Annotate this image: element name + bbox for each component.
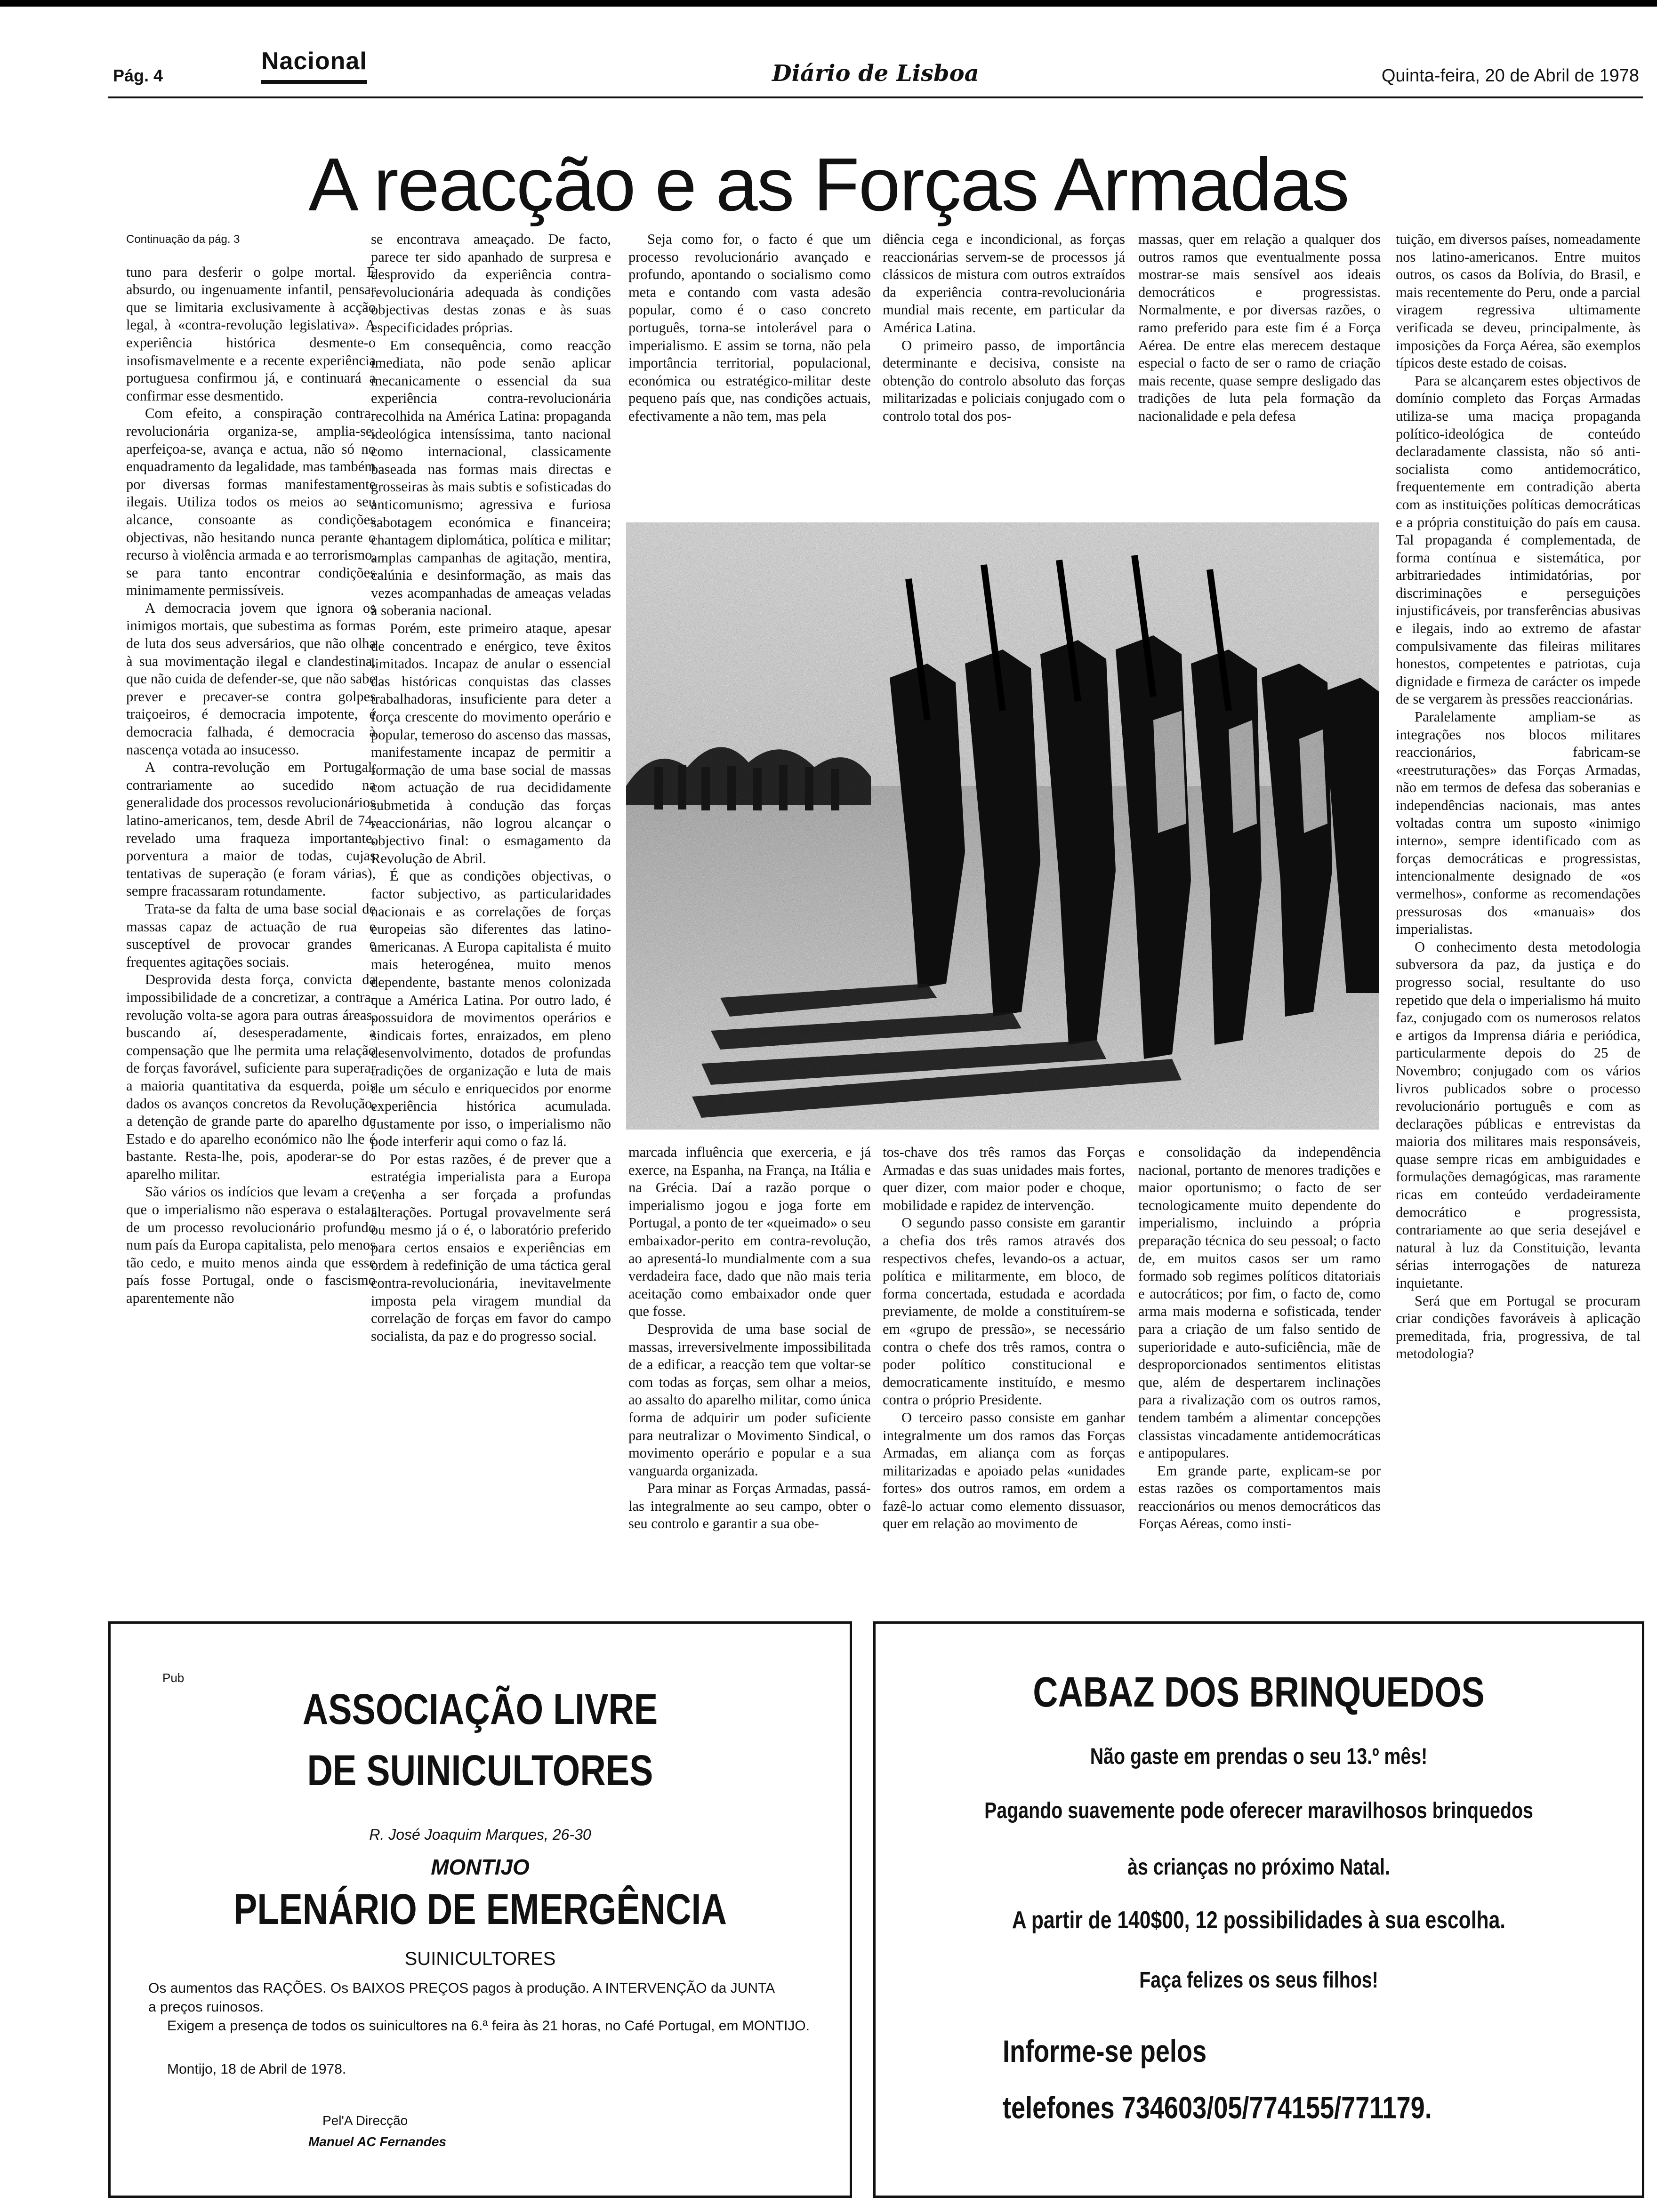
article-column-6 bbox=[1396, 231, 1641, 1610]
paragraph: O segundo passo consiste em garantir a chefia dos três ramos através dos respectivos chefes, levando-os a actuar, política e militarmente, em bloco, de forma concertada, estudada e acordada previamente, de molde a constituírem-se em «grupo de pressão», se necessário contra o chefe dos três ramos, contra o poder político constitucional e democraticamente instituído, e mesmo contra o próprio Presidente. bbox=[883, 1215, 1125, 1408]
ad-town: MONTIJO bbox=[431, 1855, 530, 1879]
paragraph: O conhecimento desta metodologia subversora da paz, da justiça e do progresso social, resultante do uso repetido que dela o imperialismo há muito faz, conjugado com os numerosos relatos e artigos da Imprensa diária e periódica, particularmente depois do 25 de Novembro; conjugado com os vários livros publicados sobre o processo revolucionário português e com as declarações públicas e entrevistas da maioria dos militares mais responsáveis, quase sempre ricas em ambiguidades e formulações demagógicas, mas raramente ricas em conteúdo verdadeiramente democrático e progressista, contrariamente ao que seria desejável e natural à luz da Constituição, levanta sérias interrogações de natureza inquietante. bbox=[1396, 938, 1641, 1291]
ad-title-line-1: ASSOCIAÇÃO LIVRE bbox=[302, 1685, 658, 1733]
paragraph: tuno para desferir o golpe mortal. É absurdo, ou ingenuamente infantil, pensar que se limitaria exclusivamente à acção legal, à «contra-revolução legislativa». A experiência histórica desmente-o insofismavelmente e a recente experiência portuguesa confirmou já, e continuará a confirmar esse desmentido. bbox=[126, 264, 376, 404]
headline: A reacção e as Forças Armadas bbox=[308, 142, 1349, 226]
soldiers-marching-photo bbox=[626, 522, 1379, 1130]
ad-body-line: a preços ruinosos. bbox=[148, 1999, 264, 2015]
ad-cabaz-brinquedos bbox=[873, 1621, 1644, 2198]
paragraph: marcada influência que exerceria, e já exerce, na Espanha, na França, na Itália e na Grécia. Daí a razão porque o imperialismo jogou e joga forte em Portugal, a ponto de ter «queimado» o seu embaixador-perito em contra-revolução, ao apresentá-lo mundialmente com a sua verdadeira face, dado que não mais teria aceitação como embaixador onde quer que fosse. bbox=[628, 1144, 871, 1320]
paragraph: Para minar as Forças Armadas, passá-las integralmente ao seu campo, obter o seu controlo e garantir a sua obe- bbox=[628, 1480, 871, 1532]
paragraph: diência cega e incondicional, as forças reaccionárias servem-se de processos já clássicos de mistura com outros extraídos da experiência contra-revolucionária mundial mais recente, em particular da América Latina. bbox=[883, 231, 1125, 336]
paragraph: Em consequência, como reacção imediata, não pode senão aplicar mecanicamente o essencial da sua experiência contra-revolucionária recolhida na América Latina: propaganda ideológica intensíssima, tanto nacional como internacional, classicamente baseada nas formas mais directas e grosseiras às mais subtis e sofisticadas do anticomunismo; agressiva e furiosa sabotagem económica e financeira; chantagem diplomática, política e militar; amplas campanhas de agitação, mentira, calúnia e desinformação, as mais das vezes acompanhadas de ameaças veladas à soberania nacional. bbox=[371, 337, 611, 619]
ad-line: às crianças no próximo Natal. bbox=[1127, 1855, 1390, 1880]
ad-title-line-2: DE SUINICULTORES bbox=[307, 1747, 653, 1795]
article-column-5-top bbox=[1138, 231, 1381, 504]
ad-line: Informe-se pelos bbox=[1003, 2034, 1207, 2068]
ad-dateline: Montijo, 18 de Abril de 1978. bbox=[167, 2061, 346, 2077]
article-column-4-bottom bbox=[883, 1144, 1125, 1610]
paragraph: Seja como for, o facto é que um processo revolucionário avançado e profundo, apontando o socialismo como meta e contando com vasta adesão popular, como é o caso concreto português, torna-se intolerável para o imperialismo. E assim se torna, não pela importância territorial, populacional, económica ou estratégico-militar deste pequeno país que, nas condições actuais, efectivamente a não tem, mas pela bbox=[628, 231, 871, 424]
article-column-3-bottom bbox=[628, 1144, 871, 1610]
article-column-4-top bbox=[883, 231, 1125, 504]
paragraph: Com efeito, a conspiração contra-revolucionária organiza-se, amplia-se, aperfeiçoa-se, avança e actua, não só no enquadramento da legalidade, mas também por diversas formas manifestamente ilegais. Utiliza todos os meios ao seu alcance, consoante as condições objectivas, não hesitando nunca perante o recurso à violência armada e ao terrorismo, se para tanto encontrar condições minimamente permissíveis. bbox=[126, 405, 376, 599]
ad-suinicultores bbox=[108, 1621, 852, 2198]
page-number: Pág. 4 bbox=[113, 66, 163, 85]
ad-title: CABAZ DOS BRINQUEDOS bbox=[1033, 1669, 1485, 1716]
paragraph: tos-chave dos três ramos das Forças Armadas e das suas unidades mais fortes, quer dizer, com maior poder e choque, mobilidade e rapidez de intervenção. bbox=[883, 1144, 1125, 1213]
ad-signature: Manuel AC Fernandes bbox=[308, 2134, 447, 2149]
paragraph: Porém, este primeiro ataque, apesar de concentrado e enérgico, teve êxitos limitados. Incapaz de anular o essencial das históricas conquistas das classes trabalhadoras, insuficiente para deter a força crescente do movimento operário e popular, temeroso do ascenso das massas, manifestamente incapaz de permitir a formação de uma base social de massas com actuação de rua decididamente submetida à condução das forças reaccionárias, não logrou alcançar o objectivo final: o esmagamento da Revolução de Abril. bbox=[371, 620, 611, 866]
paragraph: e consolidação da independência nacional, portanto de menores tradições e maior oportunismo; o facto de ser tecnologicamente muito dependente do imperialismo, incluindo a própria preparação técnica do seu pessoal; o facto de, em muitos casos ser um ramo formado sob regimes políticos ditatoriais e autocráticos; por fim, o facto de, como arma mais moderna e sofisticada, tender para a criação de um falso sentido de superioridade e auto-suficiência, mãe de desproporcionados sentimentos elitistas que, além de despertarem inclinações para a rivalização com os outros ramos, tendem também a alimentar concepções classistas vincadamente antidemocráticas e antipopulares. bbox=[1138, 1144, 1381, 1461]
issue-date: Quinta-feira, 20 de Abril de 1978 bbox=[1381, 66, 1639, 86]
paragraph: Desprovida de uma base social de massas, irreversivelmente impossibilitada de a edificar, a reacção tem que voltar-se com todas as forças, sem olhar a meios, ao assalto do aparelho militar, como única forma de adquirir um poder suficiente para neutralizar o Movimento Sindical, o movimento operário e popular e a sua vanguarda organizada. bbox=[628, 1321, 871, 1479]
paragraph: Paralelamente ampliam-se as integrações nos blocos militares reaccionários, fabricam-se «reestruturações» das Forças Armadas, não em termos de defesa das soberanias e independências nacionais, mas antes voltadas contra um suposto «inimigo interno», sempre identificado com as forças democráticas e progressistas, intencionalmente designado de «os vermelhos», conforme as recomendações pressurosas dos «manuais» dos imperialistas. bbox=[1396, 709, 1641, 938]
ad-audience: SUINICULTORES bbox=[404, 1948, 556, 1969]
ad-line: Faça felizes os seus filhos! bbox=[1139, 1968, 1378, 1993]
paragraph: Trata-se da falta de uma base social de massas capaz de actuação de rua e susceptível de provocar grandes e frequentes agitações sociais. bbox=[126, 900, 376, 970]
paragraph: Por estas razões, é de prever que a estratégia imperialista para a Europa venha a ser forçada a profundas alterações. Portugal provavelmente será ou mesmo já o é, o laboratório preferido para certos ensaios e experiências em ordem à redefinição de uma táctica geral contra-revolucionária, inevitavelmente imposta pela viragem mundial da correlação de forças em favor do campo socialista, da paz e do progresso social. bbox=[371, 1151, 611, 1344]
ad-body-line: Exigem a presença de todos os suinicultores na 6.ª feira às 21 horas, no Café Portugal, em MONTIJO. bbox=[167, 2018, 810, 2034]
paragraph: A democracia jovem que ignora os inimigos mortais, que subestima as formas de luta dos seus adversários, que não olha à sua movimentação ilegal e clandestina, que não cuida de defender-se, que não sabe prever e precaver-se contra golpes traiçoeiros, é democracia impotente, é democracia falhada, é democracia à nascença votada ao insucesso. bbox=[126, 600, 376, 758]
paragraph: O primeiro passo, de importância determinante e decisiva, consiste na obtenção do controlo absoluto das forças militarizadas e policiais conjugado com o controlo total dos pos- bbox=[883, 337, 1125, 424]
paragraph: massas, quer em relação a qualquer dos outros ramos que eventualmente possa mostrar-se mais sensível aos ideais democráticos e progressistas. Normalmente, e por diversas razões, o ramo preferido para este fim é a Força Aérea. De entre elas merecem destaque especial o facto de ser o ramo de criação mais recente, quase sempre desligado das tradições de luta pela formação da nacionalidade e pela defesa bbox=[1138, 231, 1381, 424]
paragraph: O terceiro passo consiste em ganhar integralmente um dos ramos das Forças Armadas, em aliança com as forças militarizadas e apoiado pelas «unidades fortes» dos outros ramos, em ordem a fazê-lo actuar como elemento dissuasor, quer em relação ao movimento de bbox=[883, 1409, 1125, 1532]
article-column-1 bbox=[126, 231, 376, 1610]
continuation-note: Continuação da pág. 3 bbox=[126, 233, 240, 246]
paragraph: É que as condições objectivas, o factor subjectivo, as particularidades nacionais e as correlações de forças europeias são diferentes das latino-americanas. A Europa capitalista é muito mais heterogénea, muito menos dependente, bastante menos colonizada que a América Latina. Por outro lado, é possuidora de movimentos operários e sindicais fortes, enraizados, em pleno desenvolvimento, dotados de profundas tradições de organização e luta de mais de um século e enriquecidos por enorme experiência histórica acumulada. Justamente por isso, o imperialismo não pode interferir aqui como o faz lá. bbox=[371, 868, 611, 1150]
paragraph: Em grande parte, explicam-se por estas razões os comportamentos mais reaccionários ou menos democráticos das Forças Aéreas, como insti- bbox=[1138, 1462, 1381, 1532]
masthead: Diário de Lisboa bbox=[772, 60, 979, 87]
section-title: Nacional bbox=[261, 47, 367, 84]
ad-event: PLENÁRIO DE EMERGÊNCIA bbox=[233, 1885, 727, 1933]
ad-line: Pagando suavemente pode oferecer maravilhosos brinquedos bbox=[984, 1798, 1533, 1823]
paragraph: Desprovida desta força, convicta da impossibilidade de a concretizar, a contra-revolução volta-se agora para outras áreas, buscando aí, desesperadamente, a compensação que lhe permita uma relação de forças favorável, suficiente para superar a maioria quantitativa da esquerda, pois dados os avanços concretos da Revolução, a detenção de grande parte do aparelho de Estado e do aparelho económico não lhe é bastante. Resta-lhe, pois, apoderar-se do aparelho militar. bbox=[126, 971, 376, 1182]
ad-tag: Pub bbox=[162, 1671, 185, 1685]
ad-body-line: Os aumentos das RAÇÕES. Os BAIXOS PREÇOS pagos à produção. A INTERVENÇÃO da JUNTA bbox=[148, 1980, 775, 1996]
article-column-5-bottom bbox=[1138, 1144, 1381, 1610]
ad-body bbox=[148, 1979, 817, 2036]
ad-line: Não gaste em prendas o seu 13.º mês! bbox=[1090, 1744, 1428, 1769]
article-column-2 bbox=[371, 231, 611, 1610]
ad-line: A partir de 140$00, 12 possibilidades à sua escolha. bbox=[1012, 1907, 1506, 1934]
paragraph: São vários os indícios que levam a crer que o imperialismo não esperava o estalar de um processo revolucionário profundo num país da Europa capitalista, pelo menos tão cedo, e muito menos ainda que esse país fosse Portugal, onde o fascismo aparentemente não bbox=[126, 1184, 376, 1306]
article-column-3-top bbox=[628, 231, 871, 504]
paragraph: Para se alcançarem estes objectivos de domínio completo das Forças Armadas utiliza-se uma maciça propaganda político-ideológica de conteúdo declaradamente classista, não só anti-socialista como antidemocrático, frequentemente em contradição aberta com as instituições políticas democráticas e a própria constituição do país em causa. Tal propaganda é complementada, de forma contínua e sistemática, por arbitrariedades intimidatórias, por discriminações e perseguições injustificáveis, por transferências abusivas e ilegais, indo ao extremo de afastar compulsivamente das fileiras militares honestos, competentes e patriotas, cuja dignidade e firmeza de carácter os impede de se vergarem às pressões reaccionárias. bbox=[1396, 372, 1641, 707]
ad-phones: telefones 734603/05/774155/771179. bbox=[1003, 2090, 1432, 2125]
paragraph: tuição, em diversos países, nomeadamente nos latino-americanos. Entre muitos outros, os casos da Bolívia, do Brasil, e mais recentemente do Peru, onde a parcial viragem regressiva ultimamente verificada se deveu, principalmente, às imposições da Força Aérea, são exemplos típicos deste estado de coisas. bbox=[1396, 231, 1641, 371]
paragraph: A contra-revolução em Portugal, contrariamente ao sucedido na generalidade dos processos revolucionários latino-americanos, tem, desde Abril de 74, revelado uma fraqueza importante, porventura a maior de todas, cujas tentativas de superação (e foram várias), sempre fracassaram rotundamente. bbox=[126, 759, 376, 899]
ad-address: R. José Joaquim Marques, 26-30 bbox=[369, 1826, 591, 1843]
paragraph: se encontrava ameaçado. De facto, parece ter sido apanhado de surpresa e desprovido da experiência contra-revolucionária adequada às condições objectivas destas zonas e às suas especificidades próprias. bbox=[371, 231, 611, 336]
top-rule bbox=[0, 0, 1657, 7]
ad-signoff: Pel'A Direcção bbox=[322, 2113, 408, 2128]
paragraph: Será que em Portugal se procuram criar condições favoráveis à aplicação premeditada, fria, progressiva, de tal metodologia? bbox=[1396, 1292, 1641, 1362]
header-rule bbox=[108, 96, 1643, 98]
